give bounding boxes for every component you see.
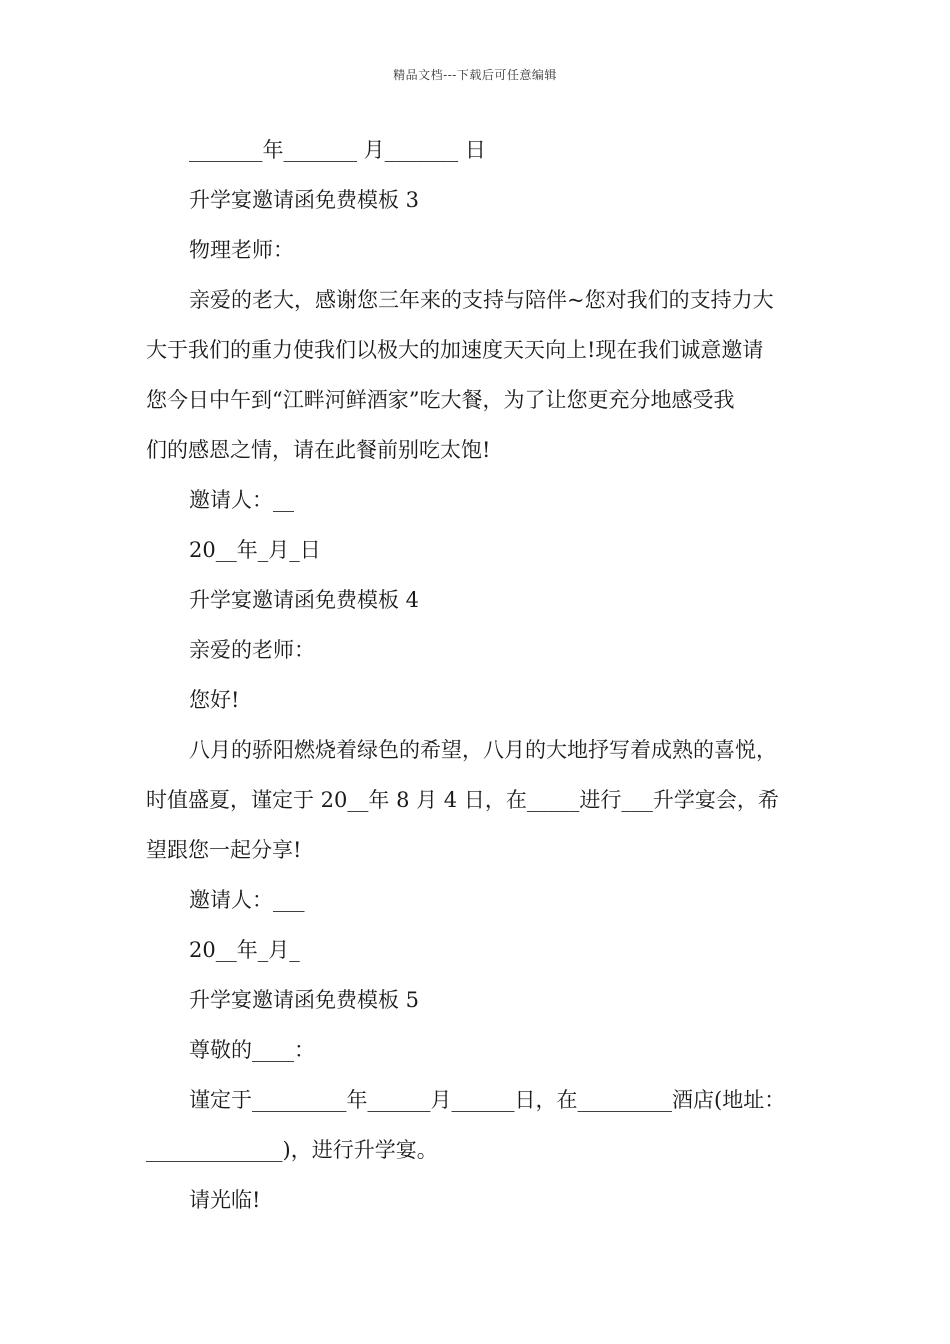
greeting-line: 您好! [189, 688, 240, 712]
salutation-teacher: 亲爱的老师： [189, 638, 315, 662]
body-paragraph-line: 大于我们的重力使我们以极大的加速度天天向上!现在我们诚意邀请 [146, 338, 764, 362]
body-paragraph-line: 们的感恩之情，请在此餐前别吃太饱! [146, 438, 491, 462]
section-title-4: 升学宴邀请函免费模板 4 [189, 588, 420, 612]
body-paragraph-line: 谨定于_________年______月______日，在_________酒店(地址： [189, 1088, 786, 1112]
date-blank-line: _______年_______ 月_______ 日 [189, 138, 486, 162]
body-paragraph-line: 时值盛夏，谨定于 20__年 8 月 4 日，在_____进行___升学宴会，希 [146, 788, 779, 812]
salutation-physics-teacher: 物理老师： [189, 238, 294, 262]
section-title-5: 升学宴邀请函免费模板 5 [189, 988, 420, 1012]
inviter-line: 邀请人：___ [189, 888, 305, 912]
body-paragraph-line: 亲爱的老大，感谢您三年来的支持与陪伴~您对我们的支持力大 [189, 288, 774, 312]
date-line: 20__年_月_ [189, 938, 300, 962]
section-title-3: 升学宴邀请函免费模板 3 [189, 188, 420, 212]
inviter-line: 邀请人：__ [189, 488, 294, 512]
body-paragraph-line: 望跟您一起分享! [146, 838, 302, 862]
body-paragraph-line: _____________)，进行升学宴。 [146, 1138, 438, 1162]
body-paragraph-line: 您今日中午到“江畔河鲜酒家”吃大餐，为了让您更充分地感受我 [146, 388, 735, 412]
closing-line: 请光临! [189, 1188, 261, 1212]
page-header: 精品文档---下载后可任意编辑 [393, 68, 557, 82]
body-paragraph-line: 八月的骄阳燃烧着绿色的希望，八月的大地抒写着成熟的喜悦， [189, 738, 777, 762]
salutation-respected: 尊敬的____： [189, 1038, 315, 1062]
date-line: 20__年_月_日 [189, 538, 321, 562]
